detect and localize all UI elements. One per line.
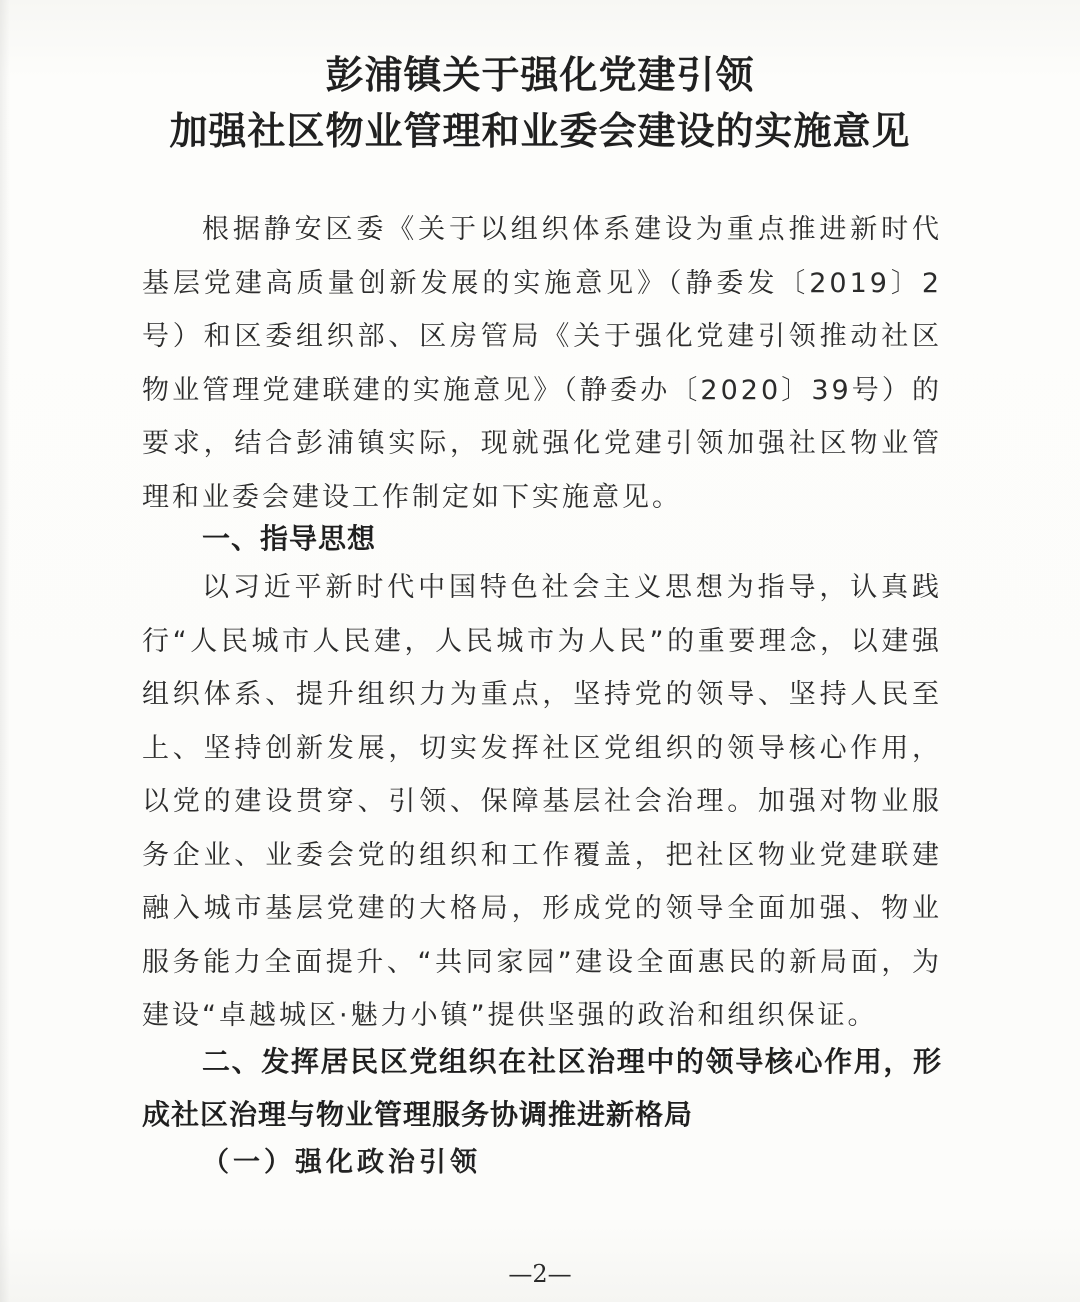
page-number: —2— <box>508 1260 572 1288</box>
section-1-paragraph: 以习近平新时代中国特色社会主义思想为指导，认真践行“人民城市人民建，人民城市为人民”的重要理念，以建强组织体系、提升组织力为重点，坚持党的领导、坚持人民至上、坚持创新发展，切实发挥社区党组织的领导核心作用，以党的建设贯穿、引领、保障基层社会治理。加强对物业服务企业、业委会党的组织和工作覆盖，把社区物业党建联建融入城市基层党建的大格局，形成党的领导全面加强、物业服务能力全面提升、“共同家园”建设全面惠民的新局面，为建设“卓越城区·魅力小镇”提供坚强的政治和组织保证。 <box>142 572 942 1031</box>
page-edge-shadow <box>0 0 10 1302</box>
intro-paragraph: 根据静安区委《关于以组织体系建设为重点推进新时代基层党建高质量创新发展的实施意见》（静委发〔2019〕2号）和区委组织部、区房管局《关于强化党建引领推动社区物业管理党建联建的实施意见》（静委办〔2020〕39号）的要求，结合彭浦镇实际，现就强化党建引领加强社区物业管理和业委会建设工作制定如下实施意见。 <box>142 214 942 513</box>
document-title-line-2: 加强社区物业管理和业委会建设的实施意见 <box>169 108 911 153</box>
section-2-subheading-1: （一）强化政治引领 <box>202 1147 481 1178</box>
document-title-line-1: 彭浦镇关于强化党建引领 <box>325 52 755 97</box>
section-2-heading: 二、发挥居民区党组织在社区治理中的领导核心作用，形成社区治理与物业管理服务协调推进新格局 <box>142 1045 942 1131</box>
section-1-heading: 一、指导思想 <box>202 522 377 555</box>
